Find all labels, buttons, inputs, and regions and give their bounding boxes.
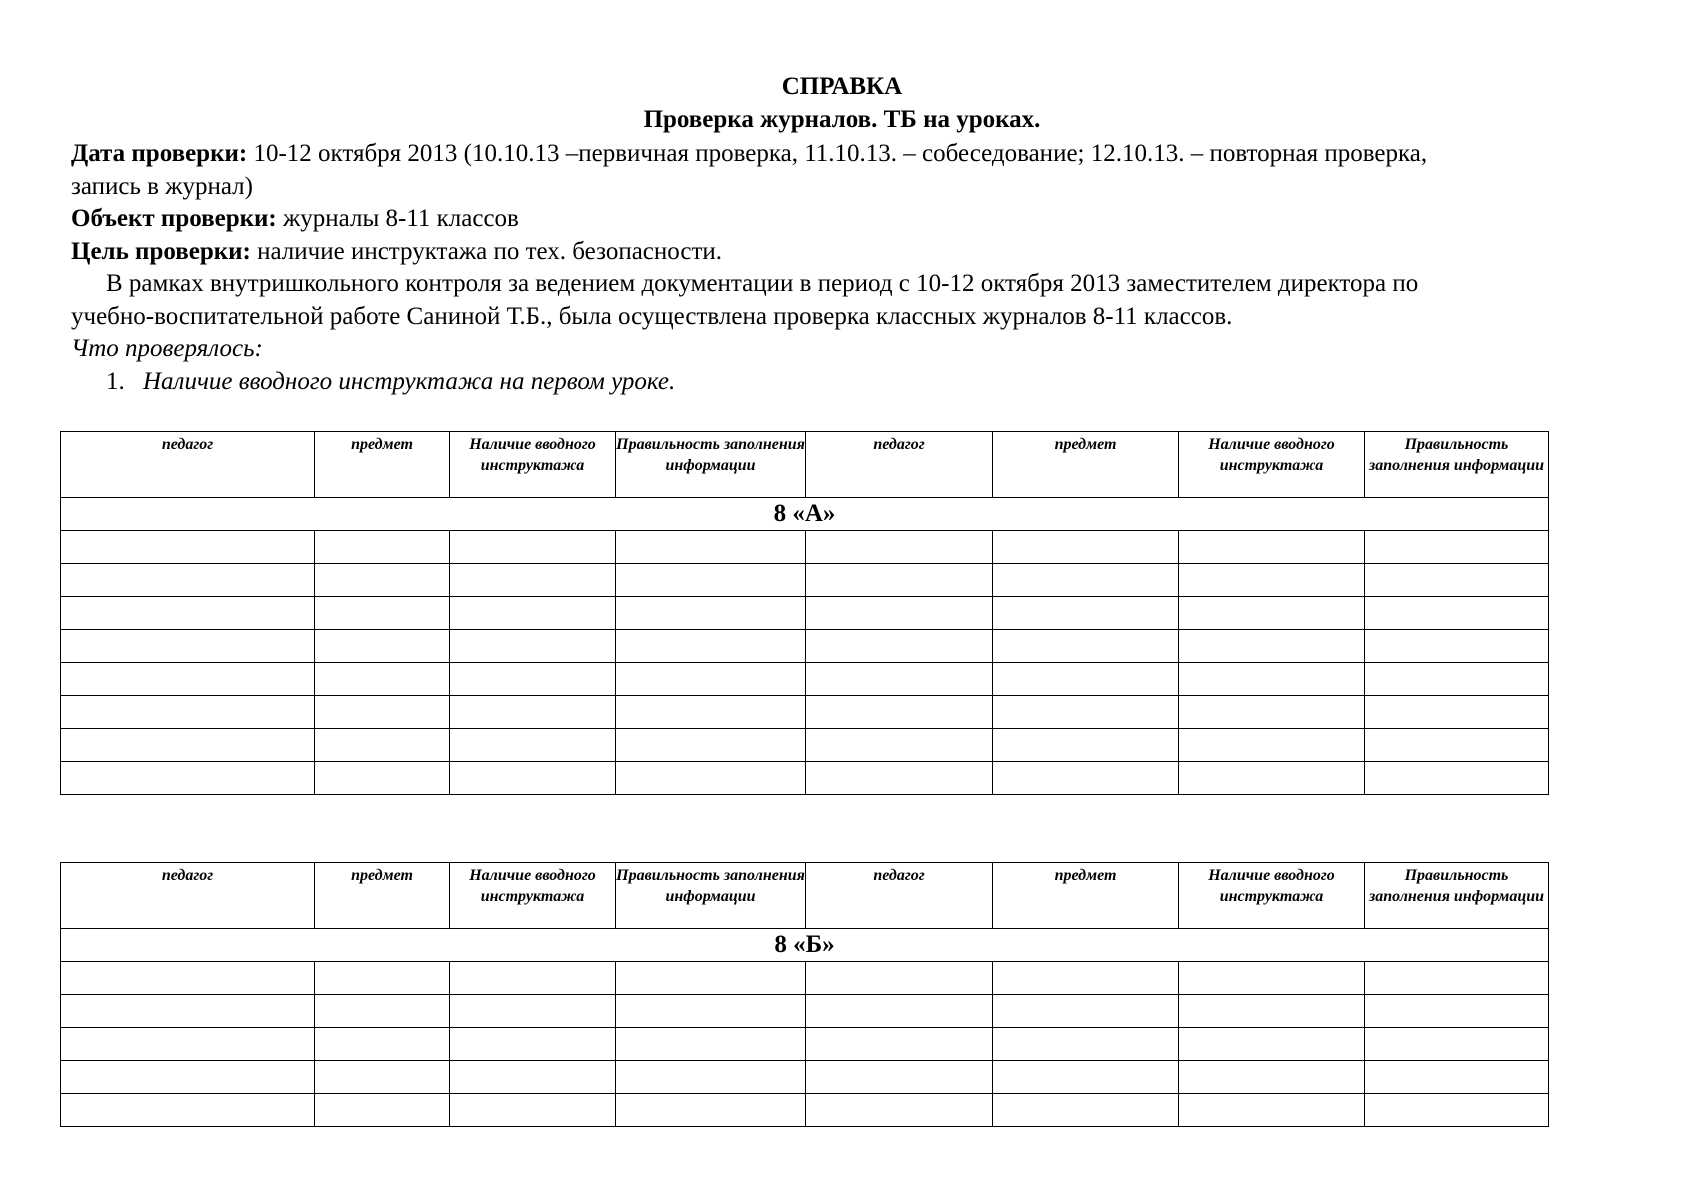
table-cell[interactable] [806, 729, 993, 762]
class-label: 8 «А» [61, 498, 1549, 531]
table-cell[interactable] [450, 962, 616, 995]
table-row [61, 1061, 1549, 1094]
table-cell[interactable] [61, 1028, 315, 1061]
table-cell[interactable] [993, 729, 1179, 762]
table-cell[interactable] [61, 1094, 315, 1127]
date-label: Дата проверки: [71, 140, 248, 167]
table-row [61, 564, 1549, 597]
table-cell[interactable] [61, 696, 315, 729]
object-label: Объект проверки: [71, 205, 277, 232]
table-cell[interactable] [616, 564, 806, 597]
table-cell[interactable] [616, 1061, 806, 1094]
table-cell[interactable] [993, 995, 1179, 1028]
table-cell[interactable] [315, 531, 450, 564]
table-cell[interactable] [315, 630, 450, 663]
table-cell[interactable] [1179, 1061, 1365, 1094]
table-cell[interactable] [315, 962, 450, 995]
table-cell[interactable] [993, 531, 1179, 564]
table-cell[interactable] [450, 729, 616, 762]
column-header: Правильность заполнения информации [1365, 432, 1549, 498]
table-cell[interactable] [1179, 729, 1365, 762]
table-cell[interactable] [61, 995, 315, 1028]
table-cell[interactable] [1179, 762, 1365, 795]
column-header: Правильность заполнения информации [616, 863, 806, 929]
class-label: 8 «Б» [61, 929, 1549, 962]
table-cell[interactable] [806, 564, 993, 597]
table-cell[interactable] [806, 1094, 993, 1127]
column-header: Наличие вводного инструктажа [1179, 863, 1365, 929]
table-cell[interactable] [315, 597, 450, 630]
table-cell[interactable] [450, 1094, 616, 1127]
checked-heading: Что проверялось: [71, 335, 263, 362]
table-cell[interactable] [1179, 995, 1365, 1028]
goal-value: наличие инструктажа по тех. безопасности. [250, 237, 723, 265]
table-row [61, 995, 1549, 1028]
table-row [61, 1094, 1549, 1127]
table-row [61, 531, 1549, 564]
table-cell[interactable] [61, 762, 315, 795]
table-cell[interactable] [315, 696, 450, 729]
table-cell[interactable] [450, 597, 616, 630]
table-header-row [61, 432, 1549, 498]
column-header: Наличие вводного инструктажа [450, 863, 616, 929]
date-line-continued: запись в журнал) [71, 172, 253, 200]
column-header: Наличие вводного инструктажа [1179, 432, 1365, 498]
table-cell[interactable] [993, 663, 1179, 696]
column-header: педагог [806, 863, 993, 929]
table-cell[interactable] [616, 762, 806, 795]
table-cell[interactable] [806, 630, 993, 663]
table-row [61, 696, 1549, 729]
table-cell[interactable] [806, 995, 993, 1028]
table-cell[interactable] [1365, 597, 1549, 630]
paragraph-line-2: учебно-воспитательной работе Саниной Т.Б., была осуществлена проверка классных журналов 8-11 классов. [71, 302, 1233, 330]
table-cell[interactable] [616, 663, 806, 696]
table-cell[interactable] [1365, 564, 1549, 597]
table-cell[interactable] [1365, 995, 1549, 1028]
table-cell[interactable] [61, 962, 315, 995]
goal-line [71, 236, 1631, 269]
table-cell[interactable] [1179, 1028, 1365, 1061]
table-cell[interactable] [1365, 1061, 1549, 1094]
table-cell[interactable] [616, 531, 806, 564]
table-cell[interactable] [315, 663, 450, 696]
table-cell[interactable] [315, 762, 450, 795]
table-cell[interactable] [993, 1061, 1179, 1094]
table-cell[interactable] [1365, 962, 1549, 995]
table-cell[interactable] [315, 729, 450, 762]
table-cell[interactable] [450, 564, 616, 597]
table-cell[interactable] [315, 1028, 450, 1061]
table-cell[interactable] [1365, 1028, 1549, 1061]
table-cell[interactable] [806, 762, 993, 795]
table-cell[interactable] [450, 663, 616, 696]
object-line [71, 203, 1631, 236]
table-cell[interactable] [806, 1061, 993, 1094]
list-item-number: 1. [106, 367, 125, 395]
table-cell[interactable] [806, 696, 993, 729]
table-cell[interactable] [61, 564, 315, 597]
table-cell[interactable] [806, 531, 993, 564]
table-cell[interactable] [1179, 1094, 1365, 1127]
table-cell[interactable] [616, 995, 806, 1028]
table-cell[interactable] [616, 597, 806, 630]
table-cell[interactable] [616, 962, 806, 995]
table-row [61, 962, 1549, 995]
date-value: 10-12 октября 2013 (10.10.13 –первичная проверка, 11.10.13. – собеседование; 12.10.13. – повторная проверка, [247, 140, 1428, 167]
column-header: педагог [806, 432, 993, 498]
table-header-row [61, 863, 1549, 929]
table-cell[interactable] [616, 729, 806, 762]
table-cell[interactable] [616, 630, 806, 663]
document-title: СПРАВКА [781, 73, 903, 100]
table-cell[interactable] [1365, 729, 1549, 762]
column-header: Наличие вводного инструктажа [450, 432, 616, 498]
column-header: педагог [61, 863, 315, 929]
table-row [61, 630, 1549, 663]
goal-label: Цель проверки: [71, 237, 251, 265]
table-cell[interactable] [450, 696, 616, 729]
column-header: предмет [315, 432, 450, 498]
table-cell[interactable] [315, 995, 450, 1028]
table-cell[interactable] [61, 1061, 315, 1094]
class-label-row [61, 498, 1549, 531]
object-value: журналы 8-11 классов [276, 205, 519, 232]
table-cell[interactable] [993, 564, 1179, 597]
table-cell[interactable] [450, 531, 616, 564]
table-cell[interactable] [1365, 630, 1549, 663]
table-cell[interactable] [616, 696, 806, 729]
table-cell[interactable] [1179, 531, 1365, 564]
inspection-table-8b [60, 862, 1549, 1127]
table-cell[interactable] [993, 630, 1179, 663]
table-cell[interactable] [450, 1028, 616, 1061]
paragraph-line-1: В рамках внутришкольного контроля за ведением документации в период с 10-12 октября 2013 заместителем директора по [106, 270, 1419, 297]
table-cell[interactable] [61, 531, 315, 564]
list-item [106, 366, 1666, 399]
table-cell[interactable] [315, 1061, 450, 1094]
table-cell[interactable] [806, 663, 993, 696]
table-cell[interactable] [993, 762, 1179, 795]
table-cell[interactable] [806, 962, 993, 995]
table-cell[interactable] [1365, 531, 1549, 564]
column-header: педагог [61, 432, 315, 498]
table-cell[interactable] [1365, 696, 1549, 729]
list-item-text: Наличие вводного инструктажа на первом уроке. [143, 367, 676, 395]
table-cell[interactable] [61, 597, 315, 630]
table-cell[interactable] [61, 729, 315, 762]
table-cell[interactable] [1179, 564, 1365, 597]
table-cell[interactable] [450, 762, 616, 795]
column-header: предмет [993, 863, 1179, 929]
table-cell[interactable] [1365, 762, 1549, 795]
date-line [71, 138, 1631, 171]
table-cell[interactable] [450, 630, 616, 663]
column-header: Правильность заполнения информации [1365, 863, 1549, 929]
table-cell[interactable] [993, 962, 1179, 995]
table-row [61, 1028, 1549, 1061]
table-cell[interactable] [315, 1094, 450, 1127]
table-row [61, 597, 1549, 630]
column-header: предмет [315, 863, 450, 929]
table-row [61, 762, 1549, 795]
table-cell[interactable] [1179, 630, 1365, 663]
table-cell[interactable] [1179, 696, 1365, 729]
class-label-row [61, 929, 1549, 962]
table-cell[interactable] [806, 597, 993, 630]
table-cell[interactable] [993, 696, 1179, 729]
table-cell[interactable] [993, 1028, 1179, 1061]
column-header: предмет [993, 432, 1179, 498]
table-cell[interactable] [1179, 663, 1365, 696]
table-cell[interactable] [450, 995, 616, 1028]
table-cell[interactable] [61, 630, 315, 663]
column-header: Правильность заполнения информации [616, 432, 806, 498]
table-cell[interactable] [1365, 1094, 1549, 1127]
table-row [61, 729, 1549, 762]
table-row [61, 663, 1549, 696]
table-cell[interactable] [616, 1094, 806, 1127]
table-cell[interactable] [616, 1028, 806, 1061]
document-subtitle: Проверка журналов. ТБ на уроках. [643, 106, 1041, 133]
table-cell[interactable] [1179, 597, 1365, 630]
table-cell[interactable] [450, 1061, 616, 1094]
table-cell[interactable] [1179, 962, 1365, 995]
inspection-table-8a [60, 431, 1549, 795]
table-cell[interactable] [993, 597, 1179, 630]
table-cell[interactable] [1365, 663, 1549, 696]
table-cell[interactable] [61, 663, 315, 696]
table-cell[interactable] [806, 1028, 993, 1061]
table-cell[interactable] [315, 564, 450, 597]
table-cell[interactable] [993, 1094, 1179, 1127]
